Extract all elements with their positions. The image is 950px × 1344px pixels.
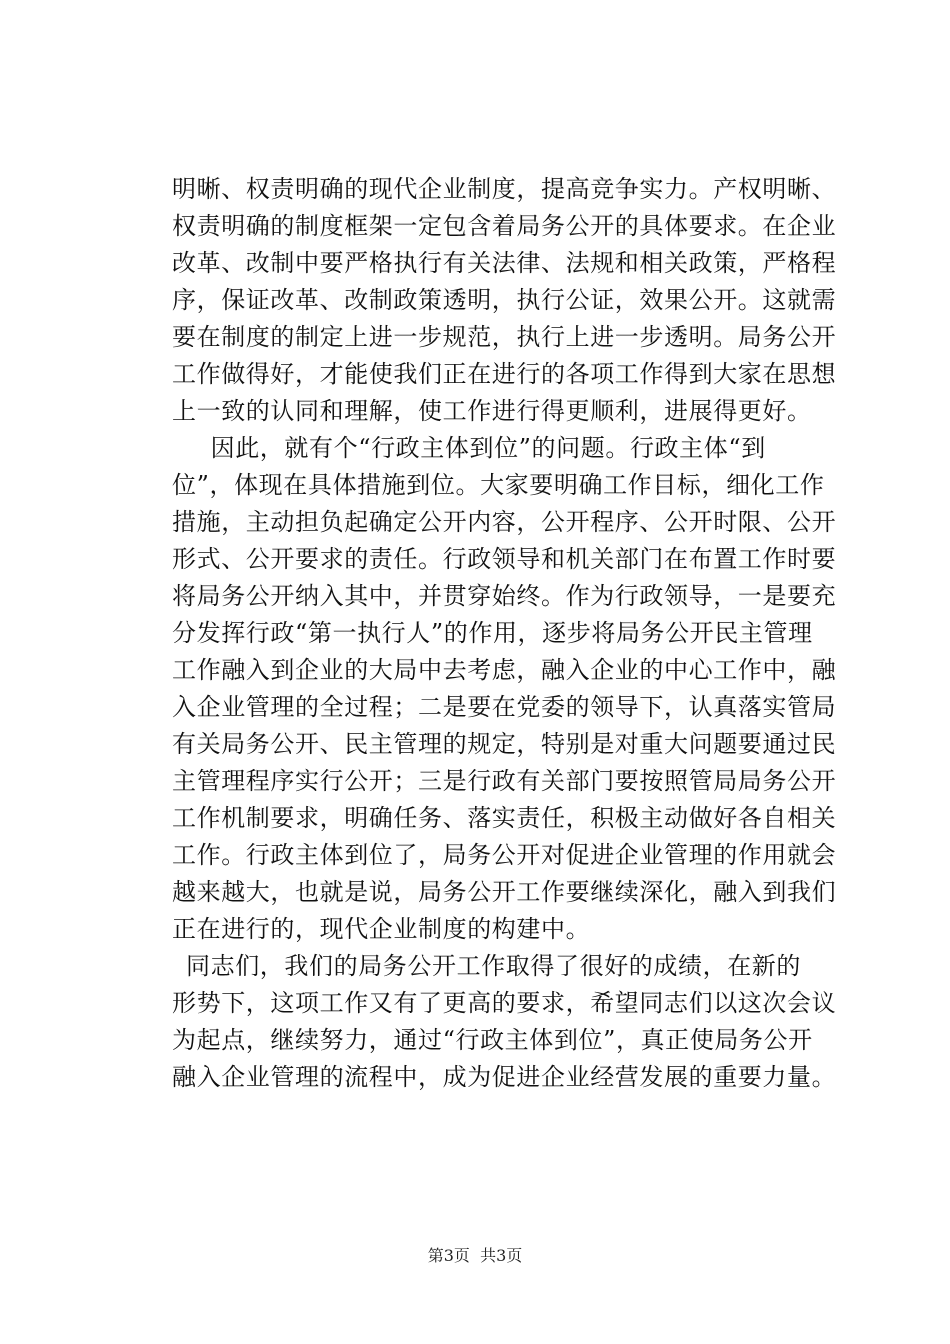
paragraph-start-line: 因此，就有个“行政主体到位”的问题。行政主体“到 [186, 434, 766, 462]
text-line: 位”，体现在具体措施到位。大家要明确工作目标，细化工作 [172, 471, 825, 499]
text-line: 形势下，这项工作又有了更高的要求，希望同志们以这次会议 [172, 989, 837, 1017]
text-line: 工作融入到企业的大局中去考虑，融入企业的中心工作中，融 [172, 656, 837, 684]
text-line: 融入企业管理的流程中，成为促进企业经营发展的重要力量。 [172, 1063, 837, 1091]
text-line: 形式、公开要求的责任。行政领导和机关部门在布置工作时要 [172, 545, 837, 573]
text-line: 要在制度的制定上进一步规范，执行上进一步透明。局务公开 [172, 323, 837, 351]
text-line: 权责明确的制度框架一定包含着局务公开的具体要求。在企业 [172, 212, 837, 240]
page-number: 第3页 共3页 [427, 1246, 523, 1265]
text-line: 分发挥行政“第一执行人”的作用，逐步将局务公开民主管理 [172, 619, 813, 647]
text-line: 工作机制要求，明确任务、落实责任，积极主动做好各自相关 [172, 804, 837, 832]
text-line: 入企业管理的全过程；二是要在党委的领导下，认真落实管局 [172, 693, 837, 721]
text-line: 主管理程序实行公开；三是行政有关部门要按照管局局务公开 [172, 767, 837, 795]
text-line: 正在进行的，现代企业制度的构建中。 [172, 915, 591, 943]
text-line: 改革、改制中要严格执行有关法律、法规和相关政策，严格程 [172, 249, 837, 277]
text-line: 工作。行政主体到位了，局务公开对促进企业管理的作用就会 [172, 841, 837, 869]
text-line: 措施，主动担负起确定公开内容，公开程序、公开时限、公开 [172, 508, 837, 536]
body-text [172, 171, 844, 1096]
text-line: 越来越大，也就是说，局务公开工作要继续深化，融入到我们 [172, 878, 837, 906]
text-line: 序，保证改革、改制政策透明，执行公证，效果公开。这就需 [172, 286, 837, 314]
text-line: 为起点，继续努力，通过“行政主体到位”，真正使局务公开 [172, 1026, 813, 1054]
page-footer [0, 1245, 950, 1267]
text-line: 明晰、权责明确的现代企业制度，提高竞争实力。产权明晰、 [172, 175, 837, 203]
text-line: 有关局务公开、民主管理的规定，特别是对重大问题要通过民 [172, 730, 837, 758]
paragraph-start-line: 同志们，我们的局务公开工作取得了很好的成绩，在新的 [186, 952, 801, 980]
text-line: 将局务公开纳入其中，并贯穿始终。作为行政领导，一是要充 [172, 582, 837, 610]
text-line: 工作做得好，才能使我们正在进行的各项工作得到大家在思想 [172, 360, 837, 388]
text-line: 上一致的认同和理解，使工作进行得更顺利，进展得更好。 [172, 397, 812, 425]
